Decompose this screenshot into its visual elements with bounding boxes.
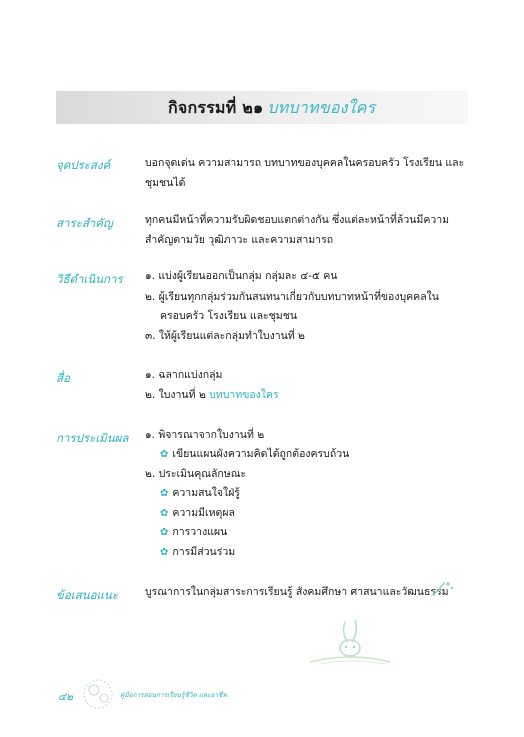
footer-book-title: คู่มือการสอนการเรียนรู้ชีวิต และอาชีพ bbox=[120, 691, 227, 699]
essence-line-2: สำคัญตามวัย วุฒิภาวะ และความสามารถ bbox=[145, 234, 334, 246]
evaluation-sub-4 bbox=[160, 545, 235, 560]
flower-bullet-icon: ✿ bbox=[160, 527, 169, 538]
flower-bullet-icon: ✿ bbox=[160, 508, 169, 519]
media-label: สื่อ bbox=[56, 371, 70, 385]
page-number: ๔๒ bbox=[58, 691, 73, 703]
evaluation-sub-3 bbox=[160, 525, 227, 540]
procedure-step-3: ๓. ให้ผู้เรียนแต่ละกลุ่มทำใบงานที่ ๒ bbox=[145, 330, 305, 342]
activity-number: กิจกรรมที่ ๒๑ bbox=[168, 98, 264, 117]
flower-bullet-icon: ✿ bbox=[160, 449, 169, 460]
objective-line-2: ชุมชนได้ bbox=[145, 177, 186, 189]
procedure-step-2: ๒. ผู้เรียนทุกกลุ่มร่วมกันสนทนาเกี่ยวกับบทบาทหน้าที่ของบุคคลใน bbox=[145, 291, 439, 303]
evaluation-sub-1 bbox=[160, 486, 240, 501]
evaluation-sub-3-text: การวางแผน bbox=[172, 526, 228, 538]
media-item-2 bbox=[145, 388, 279, 403]
flourish-icon bbox=[430, 578, 456, 600]
objective-label: จุดประสงค์ bbox=[56, 158, 111, 172]
bunny-illustration-icon bbox=[300, 616, 400, 668]
evaluation-sub-1-text: ความสนใจใฝ่รู้ bbox=[172, 487, 240, 499]
flower-bullet-icon: ✿ bbox=[160, 547, 169, 558]
activity-title bbox=[168, 96, 375, 121]
objective-line-1: บอกจุดเด่น ความสามารถ บทบาทของบุคคลในครอบครัว โรงเรียน และ bbox=[145, 157, 465, 169]
procedure-label: วิธีดำเนินการ bbox=[56, 272, 123, 286]
suggestion-label: ข้อเสนอแนะ bbox=[56, 588, 118, 602]
essence-line-1: ทุกคนมีหน้าที่ความรับผิดชอบแตกต่างกัน ซึ่งแต่ละหน้าที่ล้วนมีความ bbox=[145, 214, 450, 226]
media-item-2-accent: บทบาทของใคร bbox=[209, 389, 279, 401]
evaluation-item-1: ๑. พิจารณาจากใบงานที่ ๒ bbox=[145, 429, 265, 441]
media-item-1: ๑. ฉลากแบ่งกลุ่ม bbox=[145, 369, 223, 381]
media-item-2-text: ๒. ใบงานที่ ๒ bbox=[145, 389, 206, 401]
evaluation-item-1-sub-text: เขียนแผนผังความคิดได้ถูกต้องครบถ้วน bbox=[172, 448, 350, 460]
evaluation-sub-2 bbox=[160, 506, 235, 521]
evaluation-sub-4-text: การมีส่วนร่วม bbox=[172, 546, 236, 558]
evaluation-item-1-sub bbox=[160, 447, 349, 462]
essence-label: สาระสำคัญ bbox=[56, 216, 113, 230]
evaluation-item-2: ๒. ประเมินคุณลักษณะ bbox=[145, 468, 247, 480]
flower-bullet-icon: ✿ bbox=[160, 488, 169, 499]
suggestion-text: บูรณาการในกลุ่มสาระการเรียนรู้ สังคมศึกษา ศาสนาและวัฒนธรรม bbox=[145, 586, 449, 598]
evaluation-sub-2-text: ความมีเหตุผล bbox=[172, 507, 235, 519]
decorative-sketch-icon bbox=[76, 672, 122, 714]
activity-subtitle: บทบาทของใคร bbox=[267, 98, 376, 117]
procedure-step-1: ๑. แบ่งผู้เรียนออกเป็นกลุ่ม กลุ่มละ ๔-๕ คน bbox=[145, 270, 338, 282]
procedure-step-2-cont: ครอบครัว โรงเรียน และชุมชน bbox=[160, 310, 298, 322]
evaluation-label: การประเมินผล bbox=[56, 431, 129, 445]
